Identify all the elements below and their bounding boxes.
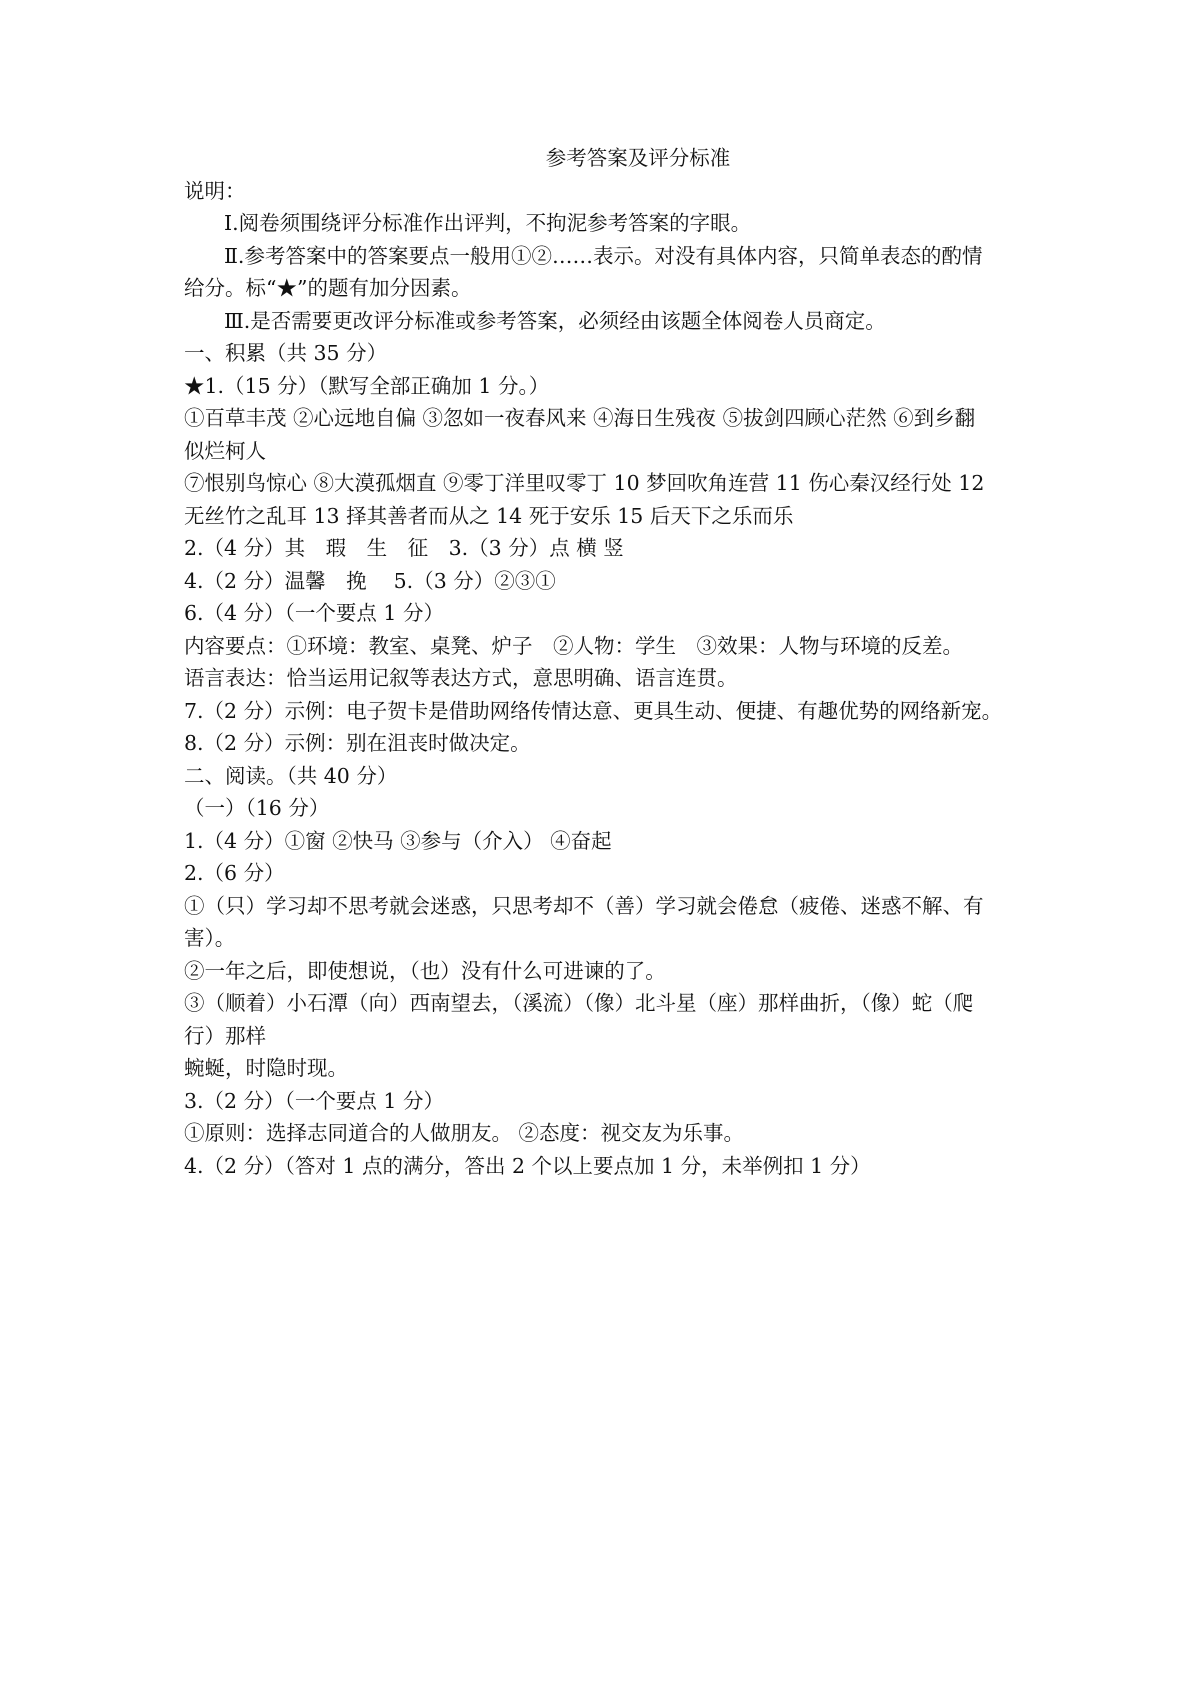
question-8-answer: 8.（2 分）示例：别在沮丧时做决定。	[184, 731, 531, 755]
question-1-answers-b: ⑦恨别鸟惊心 ⑧大漠孤烟直 ⑨零丁洋里叹零丁 10 梦回吹角连营 11 伤心秦汉经行处 12	[184, 471, 985, 495]
page-title: 参考答案及评分标准	[545, 146, 731, 170]
reading-question-2-item-3: ③（顺着）小石潭（向）西南望去，（溪流）（像）北斗星（座）那样曲折，（像）蛇（爬	[184, 991, 974, 1015]
question-6-language-expression: 语言表达：恰当运用记叙等表达方式，意思明确、语言连贯。	[184, 666, 738, 690]
note-2: Ⅱ.参考答案中的答案要点一般用①②……表示。对没有具体内容，只简单表态的酌情	[224, 243, 983, 268]
question-2-3-answers: 2.（4 分）其 瑕 生 征 3.（3 分）点 横 竖	[184, 536, 624, 560]
document-page	[184, 142, 1032, 1182]
question-1-answers-a: ①百草丰茂 ②心远地自偏 ③忽如一夜春风来 ④海日生残夜 ⑤拔剑四顾心茫然 ⑥到乡翻	[184, 406, 976, 430]
question-7-answer: 7.（2 分）示例：电子贺卡是借助网络传情达意、更具生动、便捷、有趣优势的网络新宠。	[184, 698, 1003, 723]
question-6-header: 6.（4 分）（一个要点 1 分）	[184, 601, 444, 625]
reading-question-2-item-1: ①（只）学习却不思考就会迷惑，只思考却不（善）学习就会倦怠（疲倦、迷惑不解、有害）。	[184, 893, 984, 950]
note-2-continued: 给分。标“★”的题有加分因素。	[184, 276, 472, 300]
question-1-answers-a-cont: 似烂柯人	[184, 438, 266, 463]
reading-question-2-item-3-cont: 行）那样	[184, 1023, 266, 1048]
explanation-heading: 说明：	[184, 178, 246, 203]
question-1-answers-b-cont: 无丝竹之乱耳 13 择其善者而从之 14 死于安乐 15 后天下之乐而乐	[184, 503, 794, 528]
reading-question-3-header: 3.（2 分）（一个要点 1 分）	[184, 1088, 444, 1113]
reading-question-1-answer: 1.（4 分）①窗 ②快马 ③参与（介入） ④奋起	[184, 828, 612, 853]
note-3: Ⅲ.是否需要更改评分标准或参考答案，必须经由该题全体阅卷人员商定。	[224, 308, 886, 333]
section-heading-accumulation: 一、积累（共 35 分）	[184, 341, 388, 365]
section-heading-reading: 二、阅读。（共 40 分）	[184, 763, 398, 788]
reading-question-3-answer: ①原则：选择志同道合的人做朋友。 ②态度：视交友为乐事。	[184, 1121, 745, 1145]
reading-question-2-item-3-end: 蜿蜒，时隐时现。	[184, 1056, 348, 1080]
question-6-content-points: 内容要点：①环境：教室、桌凳、炉子 ②人物：学生 ③效果：人物与环境的反差。	[184, 633, 963, 658]
reading-question-4-header: 4.（2 分）（答对 1 点的满分，答出 2 个以上要点加 1 分，未举例扣 1 分）	[184, 1153, 871, 1178]
question-1-header: ★1.（15 分）（默写全部正确加 1 分。）	[184, 373, 550, 398]
question-4-5-answers: 4.（2 分）温馨 挽 5.（3 分）②③①	[184, 568, 556, 593]
reading-question-2-item-2: ②一年之后，即使想说，（也）没有什么可进谏的了。	[184, 958, 666, 983]
reading-part-1-heading: （一）（16 分）	[184, 796, 330, 820]
note-1: Ⅰ.阅卷须围绕评分标准作出评判，不拘泥参考答案的字眼。	[224, 211, 752, 235]
reading-question-2-header: 2.（6 分）	[184, 861, 285, 885]
